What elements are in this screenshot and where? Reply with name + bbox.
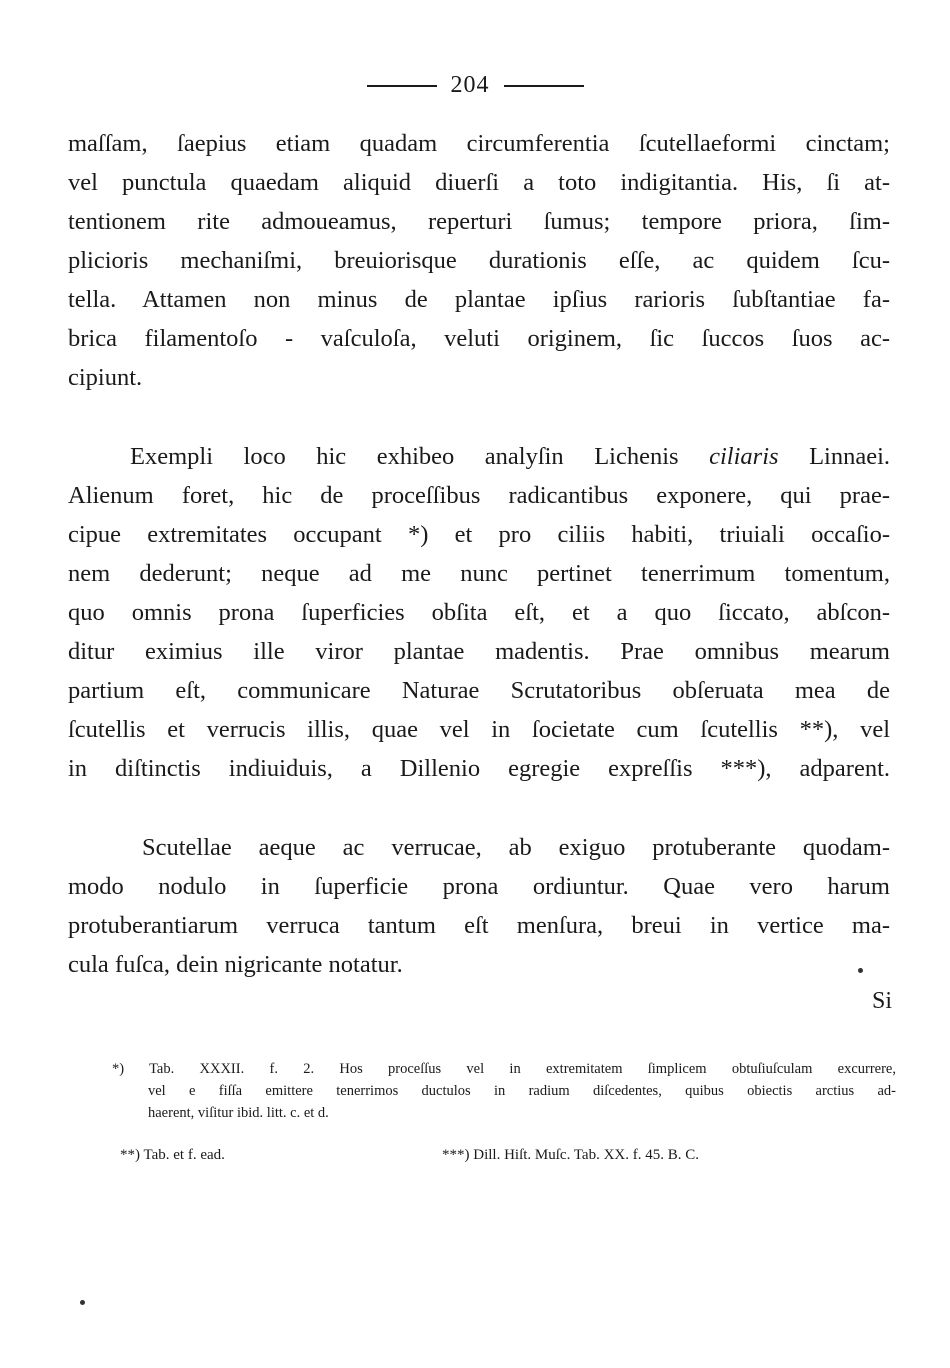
body-text xyxy=(68,124,890,984)
text-line: Alienum foret, hic de proceſſibus radicantibus exponere, qui prae- xyxy=(68,482,890,509)
page-number: 204 xyxy=(450,72,490,98)
text-line: tella. Attamen non minus de plantae ipſius rarioris ſubſtantiae fa- xyxy=(68,286,890,313)
ink-speck xyxy=(858,968,863,973)
text-line xyxy=(68,437,890,476)
footnote-row xyxy=(112,1144,896,1166)
text-line: cipiunt. xyxy=(68,364,143,391)
footnote-3: ***) Dill. Hiſt. Muſc. Tab. XX. f. 45. B. C. xyxy=(442,1147,699,1163)
footnotes xyxy=(112,1058,896,1166)
text-line: plicioris mechaniſmi, breuiorisque durationis eſſe, ac quidem ſcu- xyxy=(68,247,890,274)
text-line: cula fuſca, dein nigricante notatur. xyxy=(68,951,403,978)
ink-speck xyxy=(80,1300,85,1305)
page-header xyxy=(0,72,950,99)
footnote-1-line: haerent, viſitur ibid. litt. c. et d. xyxy=(148,1105,329,1121)
text-segment: Linnaei. xyxy=(809,443,891,470)
text-line: ditur eximius ille viror plantae madentis. Prae omnibus mearum xyxy=(68,638,890,665)
header-rule-right xyxy=(504,85,584,87)
text-line: nem dederunt; neque ad me nunc pertinet tenerrimum tomentum, xyxy=(68,560,890,587)
text-line: partium eſt, communicare Naturae Scrutatoribus obſeruata mea de xyxy=(68,677,890,704)
text-line: in diſtinctis indiuiduis, a Dillenio egregie expreſſis ***), adparent. xyxy=(68,755,890,782)
header-rule-left xyxy=(367,85,437,87)
text-line: cipue extremitates occupant *) et pro ciliis habiti, triuiali occaſio- xyxy=(68,521,890,548)
text-segment: Exempli loco hic exhibeo analyſin Lichenis xyxy=(130,443,679,470)
footnote-1-line: *) Tab. XXXII. f. 2. Hos proceſſus vel in extremitatem ſimplicem obtuſiuſculam excurrere, xyxy=(112,1061,896,1077)
text-line: tentionem rite admoueamus, reperturi ſumus; tempore priora, ſim- xyxy=(68,208,890,235)
text-line: vel punctula quaedam aliquid diuerſi a toto indigitantia. His, ſi at- xyxy=(68,169,890,196)
text-line: quo omnis prona ſuperficies obſita eſt, et a quo ſiccato, abſcon- xyxy=(68,599,890,626)
text-line: maſſam, ſaepius etiam quadam circumferentia ſcutellaeformi cinctam; xyxy=(68,130,890,157)
catchword: Si xyxy=(871,988,892,1014)
text-line: Scutellae aeque ac verrucae, ab exiguo protuberante quodam- xyxy=(142,834,890,861)
text-line: ſcutellis et verrucis illis, quae vel in ſocietate cum ſcutellis **), vel xyxy=(68,716,890,743)
footnote-1-line: vel e fiſſa emittere tenerrimos ductulos in radium diſcedentes, quibus obiectis arctius ad- xyxy=(148,1083,896,1099)
paragraph-3 xyxy=(68,828,890,984)
paragraph-1 xyxy=(68,124,890,397)
footnote-2: **) Tab. et f. ead. xyxy=(120,1147,225,1163)
text-line: brica filamentoſo - vaſculoſa, veluti originem, ſic ſuccos ſuos ac- xyxy=(68,325,890,352)
text-line: modo nodulo in ſuperficie prona ordiuntur. Quae vero harum xyxy=(68,873,890,900)
species-name: ciliaris xyxy=(709,443,779,470)
paragraph-2 xyxy=(68,437,890,788)
text-line: protuberantiarum verruca tantum eſt menſura, breui in vertice ma- xyxy=(68,912,890,939)
